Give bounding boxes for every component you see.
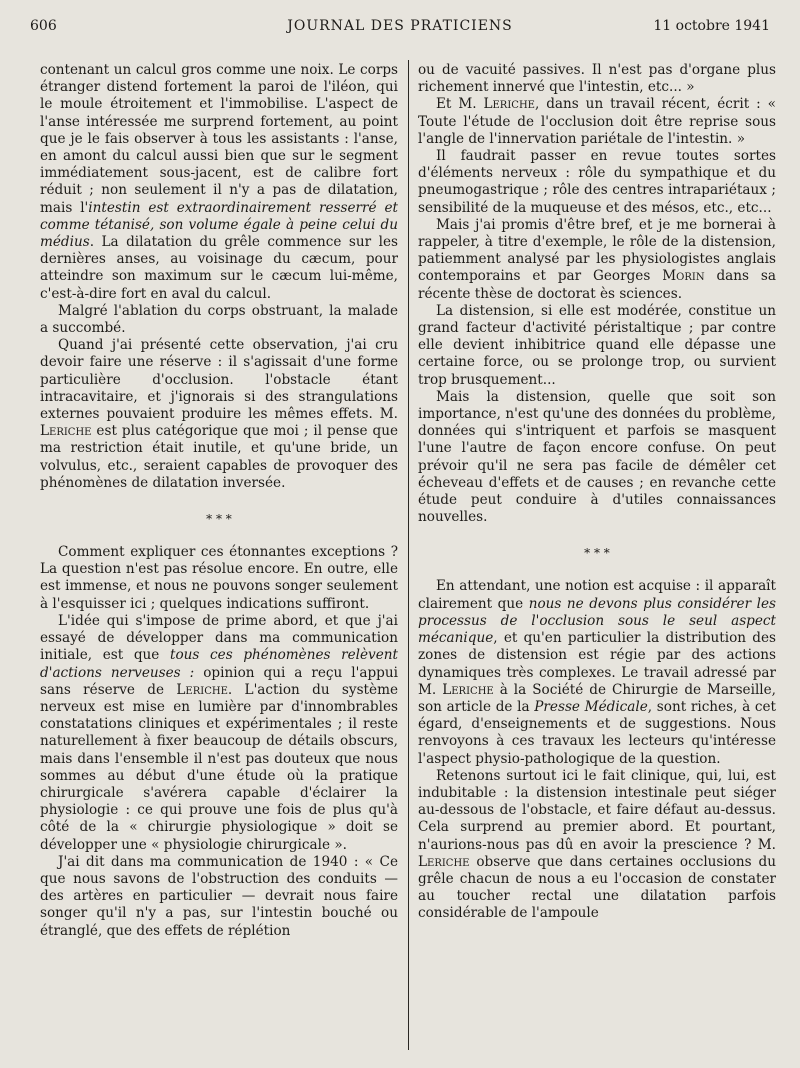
author-name: Morin [662,268,705,285]
paragraph: En attendant, une notion est acquise : il apparaît clairement que nous ne devons plus considérer les processus de l'occlusion sous le seul aspect mécanique, et qu'en particulier la distribution des zones de distension est régie par des actions dynamiques très complexes. Le travail adressé par M. Leriche à la Société de Chirurgie de Marseille, son article de la Presse Médicale, sont riches, à cet égard, d'enseignements et de suggestions. Nous renvoyons à ces travaux les lecteurs qu'intéresse l'aspect physio-pathologique de la question. [418,578,776,767]
paragraph: Retenons surtout ici le fait clinique, qui, lui, est indubitable : la distension intestinale peut siéger au-dessous de l'obstacle, et faire défaut au-dessus. Cela surprend au premier abord. Et pourtant, n'aurions-nous pas dû en avoir la prescience ? M. Leriche observe que dans certaines occlusions du grêle chacun de nous a eu l'occasion de constater au toucher rectal une dilatation parfois considérable de l'ampoule [418,767,776,922]
author-name: Leriche [442,681,494,698]
section-separator: * * * [206,512,232,527]
author-name: Leriche [176,681,228,698]
author-name: Leriche [40,423,92,440]
right-column [418,62,776,1047]
paragraph: Quand j'ai présenté cette observation, j'ai cru devoir faire une réserve : il s'agissait d'une forme particulière d'occlusion. l'obstacle étant intracavitaire, et j'ignorais si des strangulations externes pouvaient produire les mêmes effets. M. Leriche est plus catégorique que moi ; il pense que ma restriction était inutile, et qu'une bride, un volvulus, etc., seraient capables de provoquer des phénomènes de dilatation inversée. [40,337,398,491]
section-separator: * * * [584,546,610,561]
author-name: Leriche [418,853,470,870]
author-name: Leriche [483,96,535,113]
paragraph: Comment expliquer ces étonnantes exceptions ? La question n'est pas résolue encore. En outre, elle est immense, et nous ne pouvons songer seulement à l'esquisser ici ; quelques indications suffiront. [40,544,398,612]
journal-title: JOURNAL DES PRATICIENS [287,18,513,34]
page-number: 606 [30,18,57,34]
paragraph: contenant un calcul gros comme une noix. Le corps étranger distend fortement la paroi de l'iléon, qui le moule étroitement et l'immobilise. L'aspect de l'anse intéressée me surprend fortement, au point que je le fais observer à tous les assistants : l'anse, en amont du calcul aussi bien que sur le segment immédiatement sous-jacent, est de calibre fort réduit ; non seulement il n'y a pas de dilatation, mais l'intestin est extraordinairement resserré et comme tétanisé, son volume égale à peine celui du médius. La dilatation du grêle commence sur les dernières anses, au voisinage du cæcum, pour atteindre son maximum sur le cæcum lui-même, c'est-à-dire fort en aval du calcul. [40,62,398,302]
paragraph: Mais j'ai promis d'être bref, et je me bornerai à rappeler, à titre d'exemple, le rôle de la distension, patiemment analysé par les physiologistes anglais contemporains et par Georges Morin dans sa récente thèse de doctorat ès sciences. [418,216,776,302]
issue-date: 11 octobre 1941 [653,18,770,34]
paragraph: Et M. Leriche, dans un travail récent, écrit : « Toute l'étude de l'occlusion doit être reprise sous l'angle de l'innervation pariétale de l'intestin. » [418,96,776,147]
paragraph: Malgré l'ablation du corps obstruant, la malade a succombé. [40,302,398,337]
paragraph: J'ai dit dans ma communication de 1940 : « Ce que nous savons de l'obstruction des conduits — des artères en particulier — devrait nous faire songer qu'il n'y a pas, sur l'intestin bouché ou étranglé, que des effets de réplétion [40,853,398,939]
left-column [40,62,398,1047]
paragraph: Il faudrait passer en revue toutes sortes d'éléments nerveux : rôle du sympathique et du pneumogastrique ; rôle des centres intrapariétaux ; sensibilité de la muqueuse et des mésos, etc., etc... [418,148,776,216]
running-header [30,18,770,40]
paragraph: La distension, si elle est modérée, constitue un grand facteur d'activité péristaltique ; par contre elle devient inhibitrice quand elle dépasse une certaine force, ou se prolonge trop, ou survient trop brusquement... [418,302,776,388]
paragraph: L'idée qui s'impose de prime abord, et que j'ai essayé de développer dans ma communication initiale, est que tous ces phénomènes relèvent d'actions nerveuses : opinion qui a reçu l'appui sans réserve de Leriche. L'action du système nerveux est mise en lumière par d'innombrables constatations cliniques et expérimentales ; il reste naturellement à fixer beaucoup de détails obscurs, mais dans l'ensemble il n'est pas douteux que nous sommes au début d'une étude où la pratique chirurgicale s'avérera capable d'éclairer la physiologie : ce qui prouve une fois de plus qu'à côté de la « chirurgie physiologique » doit se développer une « physiologie chirurgicale ». [40,612,398,853]
paragraph: ou de vacuité passives. Il n'est pas d'organe plus richement innervé que l'intestin, etc... » [418,62,776,96]
column-divider [408,60,409,1050]
paragraph: Mais la distension, quelle que soit son importance, n'est qu'une des données du problème, données qui s'intriquent et parfois se masquent l'une l'autre de façon encore confuse. On peut prévoir qu'il ne sera pas facile de démêler cet écheveau d'effets et de causes ; en revanche cette étude peut conduire à d'utiles connaissances nouvelles. [418,388,776,526]
